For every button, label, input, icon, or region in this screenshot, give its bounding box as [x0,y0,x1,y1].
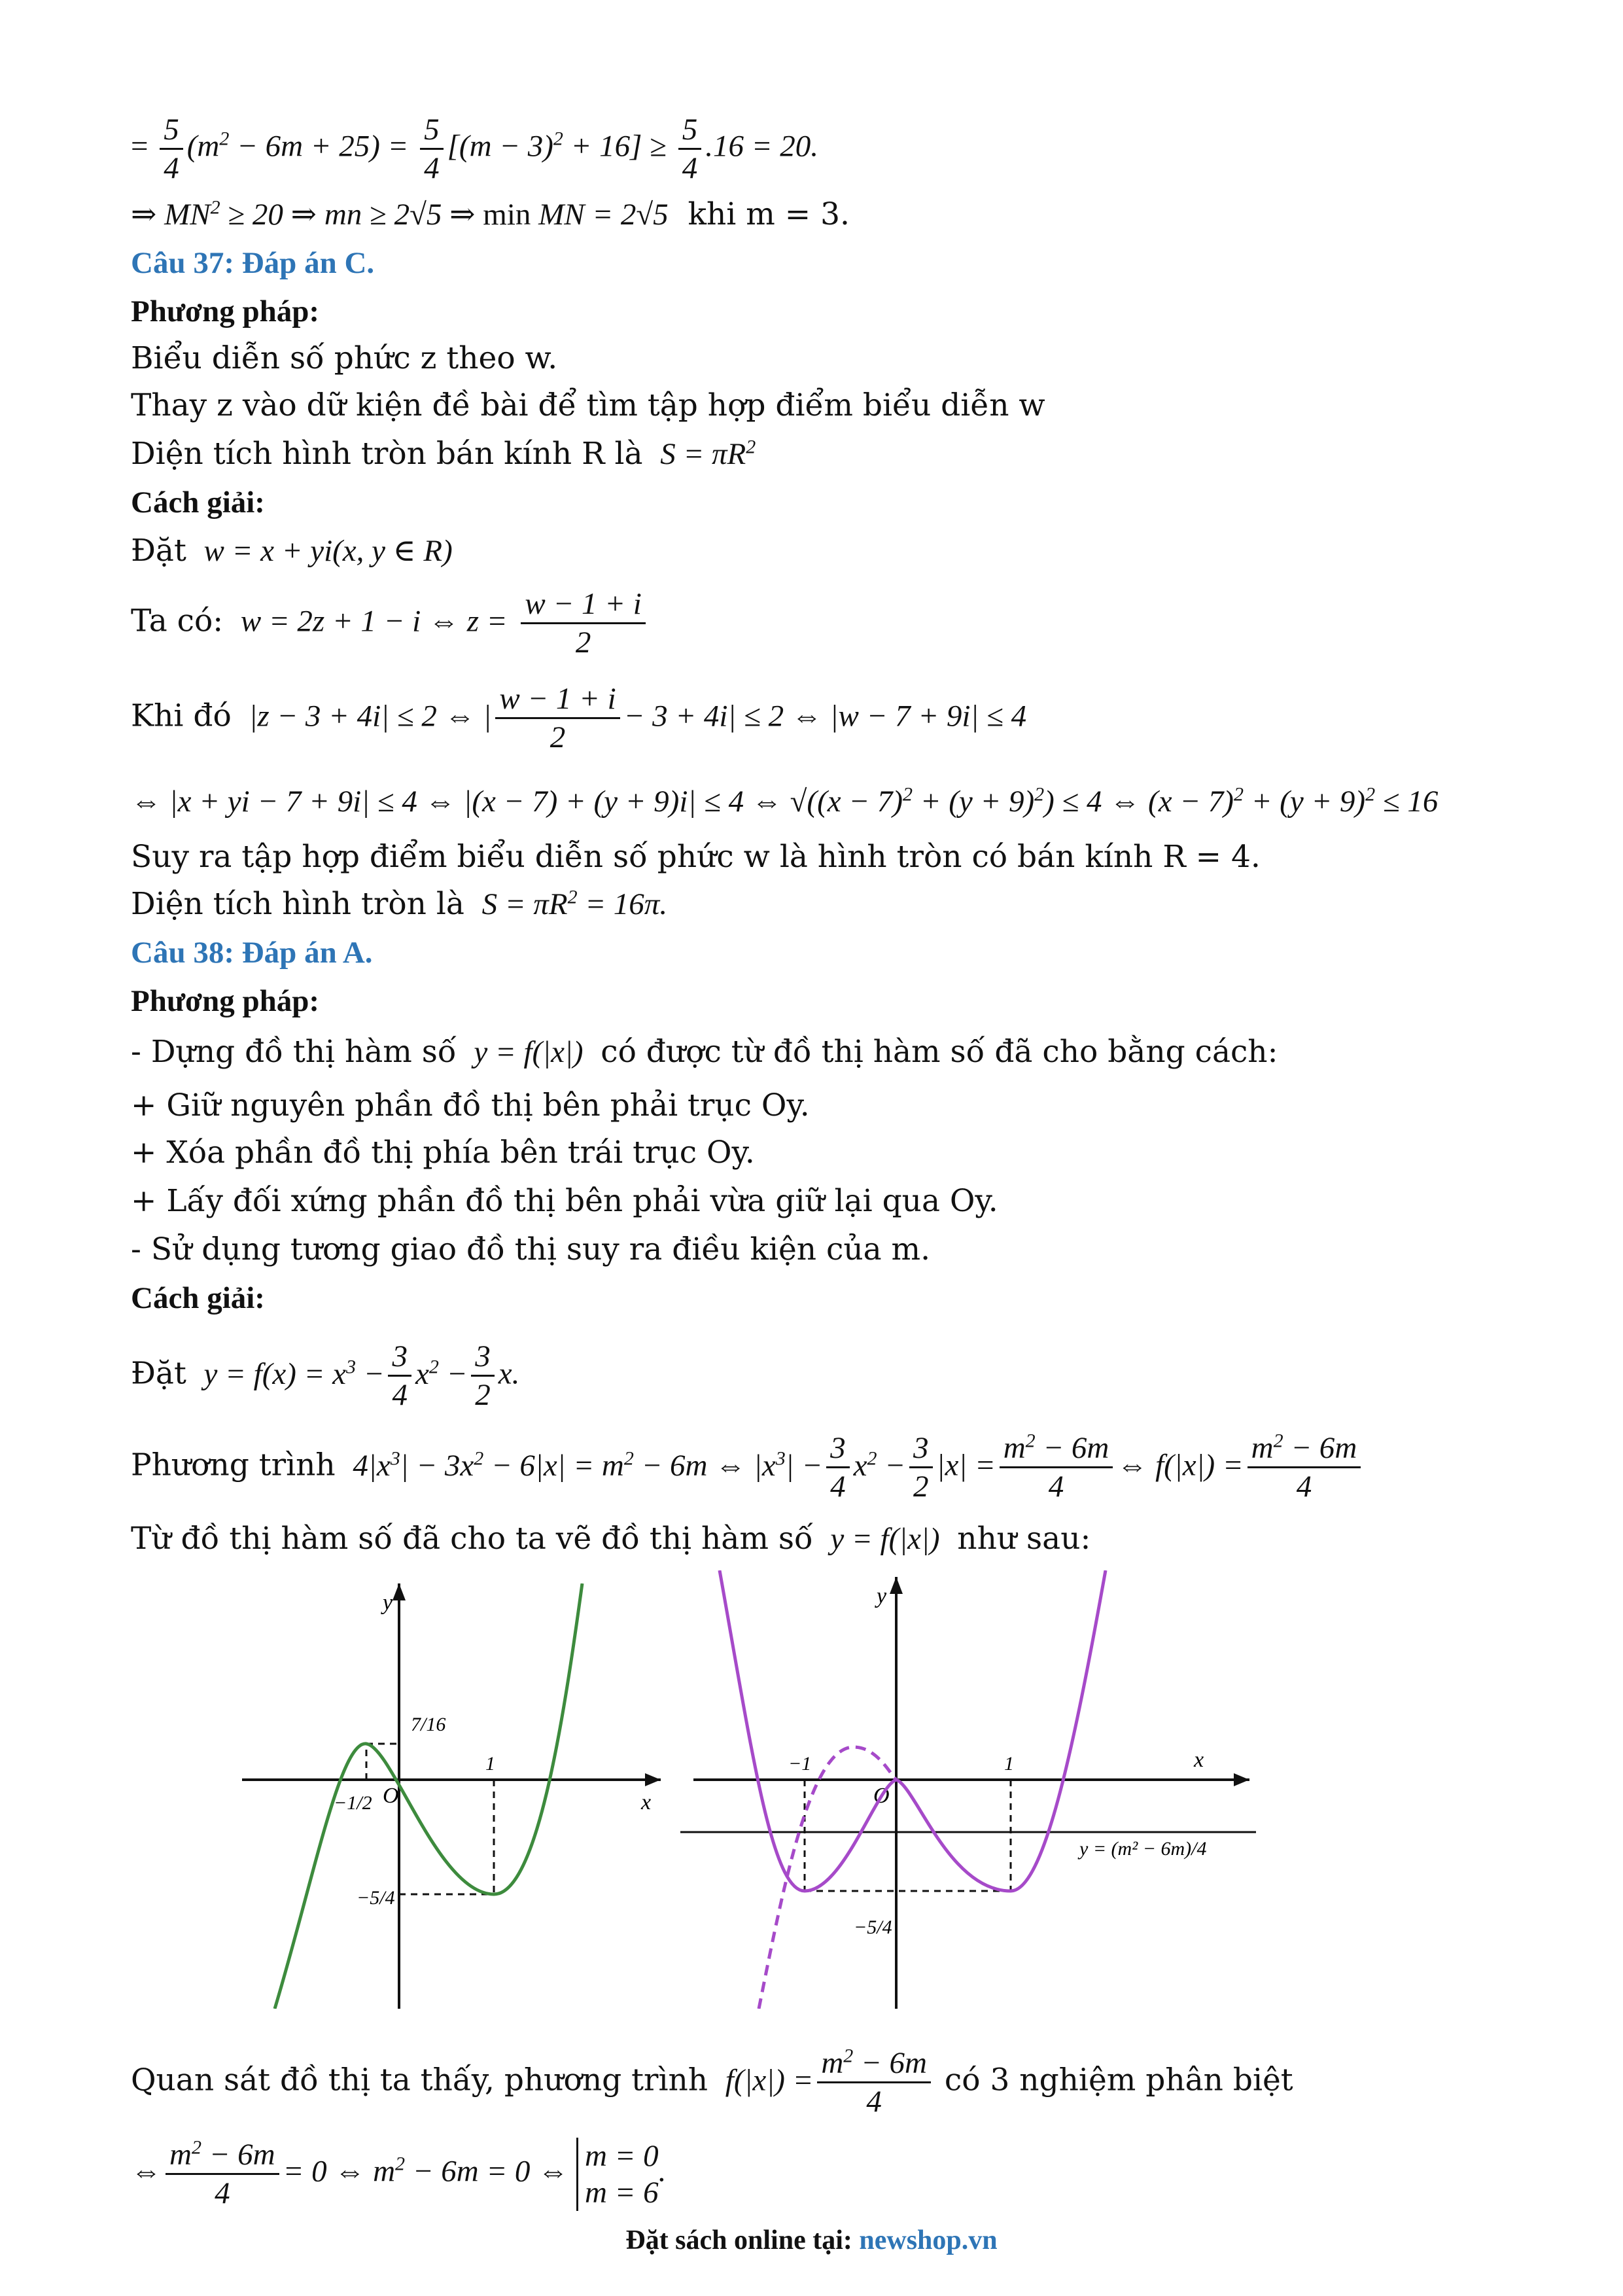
solution-37-step-4: ⇔ |x + yi − 7 + 9i| ≤ 4 ⇔ |(x − 7) + (y + 9)i| ≤ 4 ⇔ $√((x - 7)^2 + (y + 9)^2) \le 4$ ⇔ $(x - 7)^2 + (y + 9)^2 \le 16$ [131,783,1439,819]
equation-line-1: = $\frac{5}{4}$ $(m^2 - 6m + 25)$ = $\frac{5}{4}$ $[(m - 3)^2 + 16]$ ≥ $\frac{5}{4}$ .16 = 20. [131,113,818,185]
y-axis-label: y [877,1584,887,1608]
tick-label-neg-5-4: −5/4 [854,1916,892,1938]
x-axis-arrow [645,1773,661,1786]
solution-38-step-4: Quan sát đồ thị ta thấy, phương trình f(|x|) = $\frac{m^2 - 6m}{4}$ có 3 nghiệm phân biệt [131,2045,1293,2119]
solution-37-step-3: Khi đó |z − 3 + 4i| ≤ 2 ⇔ | $\frac{w - 1 + i}{2}$ − 3 + 4i| ≤ 2 ⇔ |w − 7 + 9i| ≤ 4 [131,682,1027,754]
method-38-step-1-rest: có được từ đồ thị hàm số đã cho bằng cách: [601,1034,1278,1070]
method-38-step-5: - Sử dụng tương giao đồ thị suy ra điều kiện của m. [131,1231,931,1267]
fraction-denominator: 2 [550,720,566,754]
x-axis-label: x [1194,1748,1204,1772]
method-37-step-3-text: Diện tích hình tròn bán kính R là [131,436,643,472]
solution-38-step-3: Từ đồ thị hàm số đã cho ta vẽ đồ thị hàm số y = f(|x|) như sau: [131,1521,1091,1557]
footer [0,2225,1623,2256]
solution-37-step-5: Suy ra tập hợp điểm biểu diễn số phức w là hình tròn có bán kính R = 4. [131,839,1261,875]
solution-38-step-1-text: Đặt [131,1355,186,1392]
solution-37-step-6-text: Diện tích hình tròn là [131,886,464,922]
fraction-numerator: w − 1 + i [521,586,645,624]
abs-curve [720,1570,1106,1891]
solution-37-step-2: Ta có: w = 2z + 1 − i ⇔ z = $\frac{w - 1 + i}{2}$ [131,586,650,661]
tick-label-7-16: 7/16 [411,1714,446,1735]
question-38-heading: Câu 38: Đáp án A. [131,936,373,970]
solution-38-step-5: ⇔ $\frac{m^2 - 6m}{4}$ = 0 ⇔ $m^2 - 6m = 0$ ⇔ m = 0 m = 6 . [131,2136,667,2210]
graph-f-of-abs-x [680,1570,1256,2009]
solution-37-step-2-text: Ta có: [131,603,224,639]
solution-37-step-1-text: Đặt [131,533,186,569]
method-heading-38: Phương pháp: [131,984,320,1018]
method-37-step-1: Biểu diễn số phức z theo w. [131,340,558,376]
y-axis-arrow [393,1583,406,1600]
x-axis-label: x [641,1790,652,1814]
equation-line-2: ⇒ $MN^2 \ge 20$ ⇒ mn ≥ 2√5 ⇒ min MN = 2√5 khi m = 3. [131,196,850,232]
solution-38-step-3-text: Từ đồ thị hàm số đã cho ta vẽ đồ thị hàm số [131,1521,813,1557]
cubic-curve [275,1583,582,2009]
solution-38-step-2: Phương trình $4|x^3| - 3x^2 - 6|x| = m^2 - 6m$ ⇔ $|x^3|$ − $\frac{3}{4}$ $x^2$ − $\frac{3}{2}$ |x| = $\frac{m^2 - 6m}{4}$ ⇔ f(|x|) = $\frac{m^2 - 6m}{4}$ [131,1430,1365,1505]
solution-38-step-3-rest: như sau: [957,1521,1091,1557]
solution-38-step-4-rest: có 3 nghiệm phân biệt [944,2062,1293,2098]
solution-38-step-4-text: Quan sát đồ thị ta thấy, phương trình [131,2062,708,2098]
method-38-step-2: + Giữ nguyên phần đồ thị bên phải trục Oy. [131,1087,810,1123]
tick-label-neg1: −1 [788,1753,812,1775]
method-heading-37: Phương pháp: [131,294,320,328]
method-38-step-4: + Lấy đối xứng phần đồ thị bên phải vừa giữ lại qua Oy. [131,1183,998,1219]
method-37-step-2: Thay z vào dữ kiện đề bài để tìm tập hợp điểm biểu diễn w [131,387,1045,423]
solution-38-step-1: Đặt $y = f(x) = x^3$ − $\frac{3}{4}$ $x^2$ − $\frac{3}{2}$ x. [131,1339,520,1412]
solution-37-step-3-text: Khi đó [131,698,232,734]
fraction-numerator: w − 1 + i [495,680,620,719]
solution-heading-38: Cách giải: [131,1281,265,1315]
line-label: y = (m² − 6m)/4 [1079,1838,1207,1860]
method-38-step-1: - Dựng đồ thị hàm số y = f(|x|) có được từ đồ thị hàm số đã cho bằng cách: [131,1034,1278,1070]
method-37-step-3: Diện tích hình tròn bán kính R là $S = \pi R^2$ [131,436,756,472]
tick-label-neg-5-4: −5/4 [357,1887,395,1909]
origin-label: O [383,1784,399,1808]
method-38-step-3: + Xóa phần đồ thị phía bên trái trục Oy. [131,1135,755,1171]
y-axis-label: y [383,1591,393,1615]
x-axis-arrow [1234,1773,1249,1786]
solution-38-step-2-text: Phương trình [131,1447,336,1483]
y-axis-arrow [890,1577,903,1594]
graph-f-of-x [242,1583,661,2009]
footer-label: Đặt sách online tại: [625,2225,852,2255]
solution-heading-37: Cách giải: [131,486,265,520]
solution-37-step-1: Đặt w = x + yi(x, y ∈ R) [131,533,453,569]
tick-label-neg-half: −1/2 [334,1792,372,1814]
fraction-denominator: 2 [575,626,591,660]
tick-label-1: 1 [1004,1753,1014,1775]
origin-label: O [873,1784,890,1808]
tick-label-1: 1 [485,1753,495,1775]
solution-37-step-6: Diện tích hình tròn là $S = \pi R^2 = 16\pi$. [131,886,668,922]
method-38-step-1-text: - Dựng đồ thị hàm số [131,1034,457,1070]
question-37-heading: Câu 37: Đáp án C. [131,246,375,280]
footer-site-link[interactable]: newshop.vn [859,2225,998,2255]
